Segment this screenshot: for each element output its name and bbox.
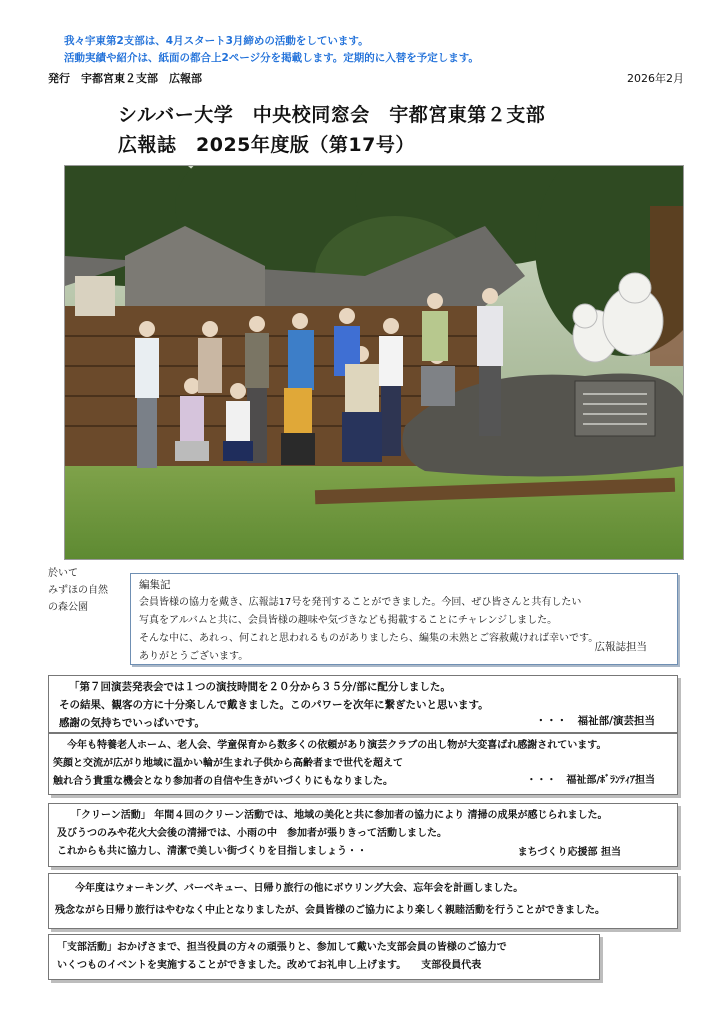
report-clean-line-1: 「クリーン活動」 年間４回のクリーン活動では、地域の美化と共に参加者の協力により 清掃の成果が感じられました。 xyxy=(71,810,608,821)
report-engei xyxy=(48,675,678,733)
caption-line-2: みずほの自然 xyxy=(48,585,108,596)
report-volunteer-line-3: 触れ合う貴重な機会となり参加者の自信や生きがいづくりにもなりました。 xyxy=(53,776,393,787)
report-clean-line-3: これからも共に協力し、清潔で美しい街づくりを目指しましょう・・ xyxy=(57,846,367,857)
photo-caption xyxy=(48,565,108,616)
publisher: 発行 宇都宮東２支部 広報部 xyxy=(48,72,202,85)
editor-note-line-2: 写真をアルバムと共に、会員皆様の趣味や気づきなども掲載することにチャレンジしました。 xyxy=(139,615,558,626)
report-clean xyxy=(48,803,678,867)
editor-note-line-3: そんな中に、あれっ、何これと思われるものがありましたら、編集の未熟とご容赦戴ければ幸いです。 xyxy=(139,633,599,644)
report-clean-signature: まちづくり応援部 担当 xyxy=(517,847,621,858)
report-events xyxy=(48,873,678,929)
report-engei-line-3: 感謝の気持ちでいっぱいです。 xyxy=(59,717,206,729)
report-volunteer-line-2: 笑顔と交流が広がり地域に温かい輪が生まれ子供から高齢者まで世代を超えて xyxy=(53,758,403,769)
editor-note-line-1: 会員皆様の協力を戴き、広報誌17号を発刊することができました。今回、ぜひ皆さんと共有したい xyxy=(139,597,582,608)
editor-note-heading: 編集記 xyxy=(139,579,171,591)
page-subtitle: 広報誌 2025年度版（第17号） xyxy=(118,134,415,156)
report-branch-line-1: 「支部活動」おかげさまで、担当役員の方々の頑張りと、参加して戴いた支部会員の皆様のご協力で xyxy=(57,942,507,953)
caption-line-3: の森公園 xyxy=(48,602,88,613)
report-branch-line-2: いくつものイベントを実施することができました。改めてお礼申し上げます。 支部役員代表 xyxy=(57,960,482,971)
report-branch xyxy=(48,934,600,980)
page-title: シルバー大学 中央校同窓会 宇都宮東第２支部 xyxy=(118,104,546,126)
report-engei-line-2: その結果、観客の方に十分楽しんで戴きました。このパワーを次年に繋ぎたいと思います。 xyxy=(59,699,489,711)
report-engei-line-1: 「第７回演芸発表会では１つの演技時間を２０分から３５分/部に配分しました。 xyxy=(69,681,451,693)
ground xyxy=(65,466,683,559)
report-volunteer-line-1: 今年も特養老人ホーム、老人会、学童保育から数多くの依頼があり演芸クラブの出し物が大変喜ばれ感謝されています。 xyxy=(67,740,607,751)
editor-note xyxy=(130,573,678,665)
notice-line-2: 活動実績や紹介は、紙面の都合上2ページ分を掲載します。定期的に入替を予定します。 xyxy=(64,52,479,64)
report-volunteer-signature: ・・・ 福祉部/ﾎﾞﾗﾝﾃｨｱ担当 xyxy=(526,775,655,786)
report-engei-signature: ・・・ 福祉部/演芸担当 xyxy=(535,715,655,727)
caption-line-1: 於いて xyxy=(48,568,78,579)
editor-note-signature: 広報誌担当 xyxy=(594,641,647,653)
report-clean-line-2: 及びうつのみや花火大会後の清掃では、小雨の中 参加者が張りきって活動しました。 xyxy=(57,828,447,839)
group-photo xyxy=(64,165,684,560)
report-volunteer xyxy=(48,733,678,795)
report-events-line-2: 残念ながら日帰り旅行はやむなく中止となりましたが、会員皆様のご協力により楽しく親睦活動を行うことができました。 xyxy=(55,905,605,916)
editor-note-line-4: ありがとうございます。 xyxy=(139,651,249,662)
issue-date: 2026年2月 xyxy=(627,72,684,85)
notice-line-1: 我々宇東第2支部は、4月スタート3月締めの活動をしています。 xyxy=(64,35,369,47)
report-events-line-1: 今年度はウォーキング、バーベキュー、日帰り旅行の他にボウリング大会、忘年会を計画しました。 xyxy=(75,883,524,894)
